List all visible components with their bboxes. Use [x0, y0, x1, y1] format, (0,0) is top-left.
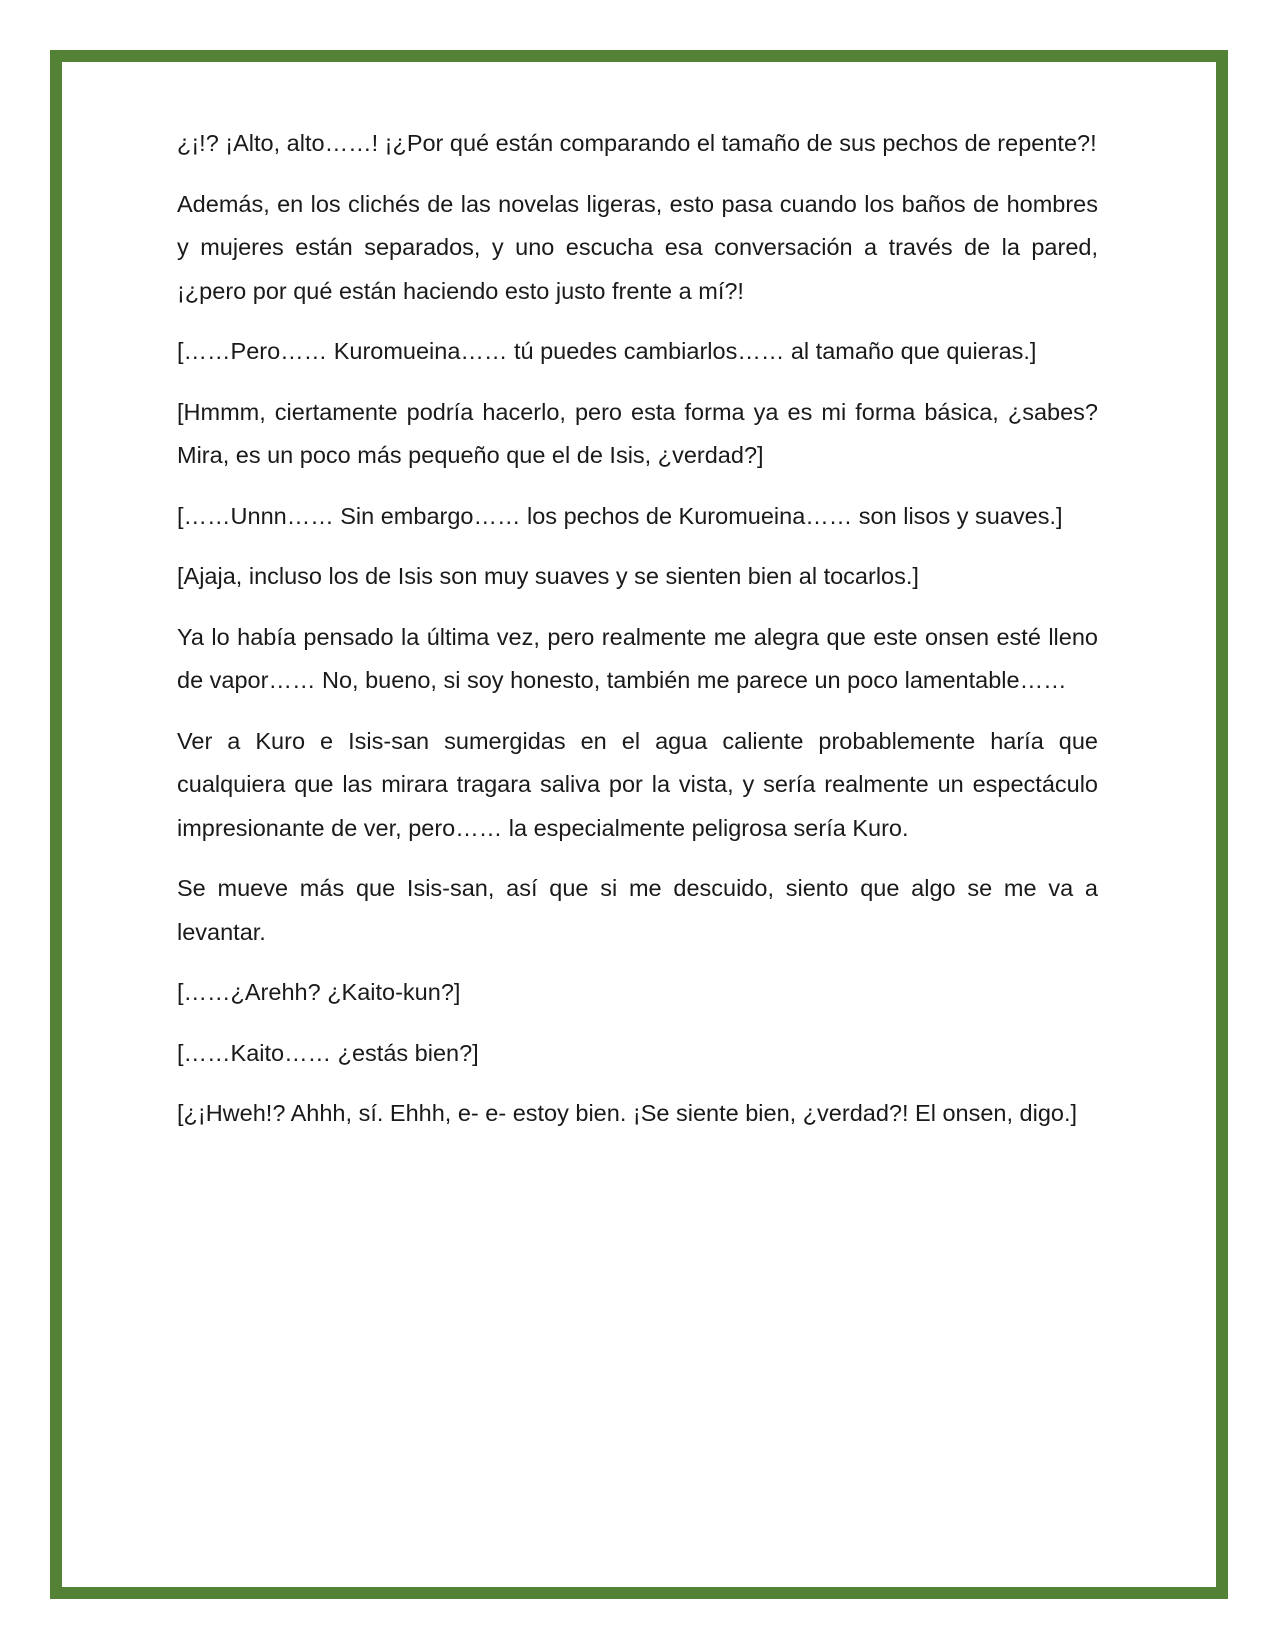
paragraph: [……Kaito…… ¿estás bien?]: [177, 1039, 479, 1066]
paragraph: [……¿Arehh? ¿Kaito-kun?]: [177, 979, 461, 1005]
paragraph: [……Pero…… Kuromueina…… tú puedes cambiarlos…… al tamaño que quieras.]: [177, 338, 1037, 364]
paragraph: [Hmmm, ciertamente podría hacerlo, pero esta forma ya es mi forma básica, ¿sabes? Mira, es un poco más pequeño que el de Isis, ¿verdad?]: [177, 398, 1098, 468]
paragraph: [……Unnn…… Sin embargo…… los pechos de Kuromueina…… son lisos y suaves.]: [177, 502, 1063, 529]
paragraph: [¿¡Hweh!? Ahhh, sí. Ehhh, e- e- estoy bien. ¡Se siente bien, ¿verdad?! El onsen, digo.]: [177, 1100, 1078, 1126]
paragraph: Se mueve más que Isis-san, así que si me descuido, siento que algo se me va a levantar.: [177, 875, 1098, 945]
paragraph: Ver a Kuro e Isis-san sumergidas en el agua caliente probablemente haría que cualquiera que las mirara tragara saliva por la vista, y sería realmente un espectáculo impresionante de ver, pero…… la especialmente peligrosa sería Kuro.: [177, 727, 1098, 841]
document-body: [177, 122, 1098, 1153]
paragraph: Ya lo había pensado la última vez, pero realmente me alegra que este onsen esté lleno de vapor…… No, bueno, si soy honesto, también me parece un poco lamentable……: [177, 623, 1098, 693]
paragraph: Además, en los clichés de las novelas ligeras, esto pasa cuando los baños de hombres y mujeres están separados, y uno escucha esa conversación a través de la pared, ¡¿pero por qué están haciendo esto justo frente a mí?!: [177, 190, 1098, 304]
paragraph: [Ajaja, incluso los de Isis son muy suaves y se sienten bien al tocarlos.]: [177, 563, 919, 589]
paragraph: ¿¡!? ¡Alto, alto……! ¡¿Por qué están comparando el tamaño de sus pechos de repente?!: [177, 130, 1097, 156]
